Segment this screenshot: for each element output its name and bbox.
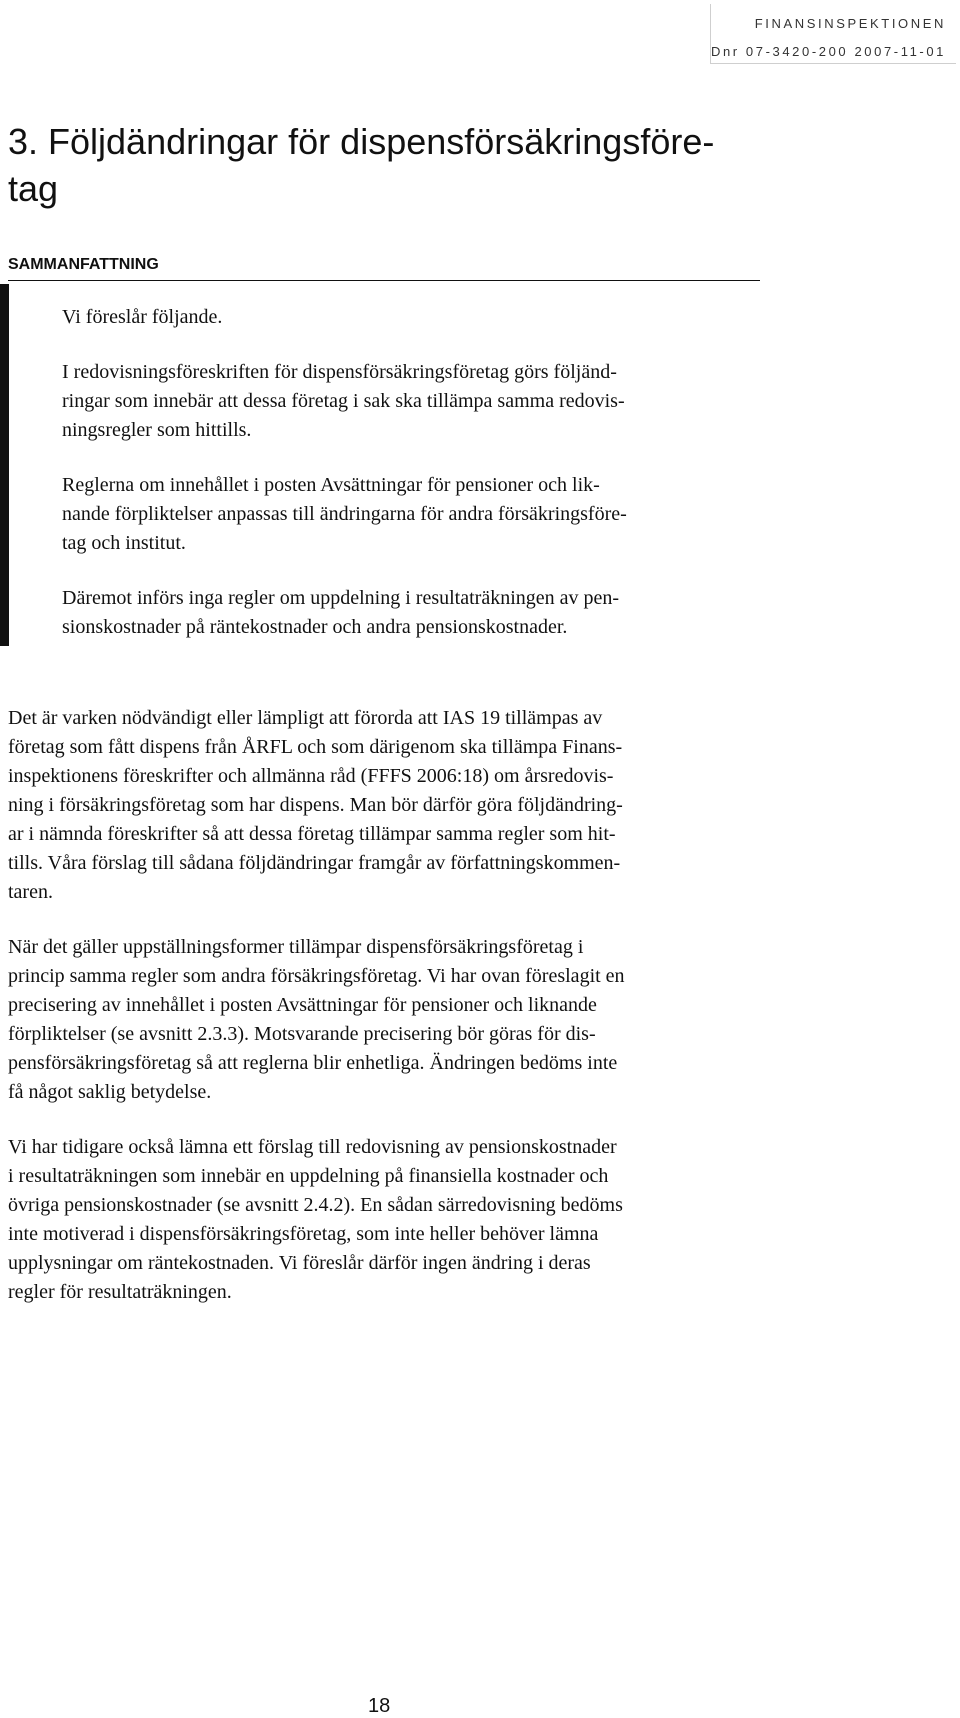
heading-line: 3. Följdändringar för dispensförsäkringsföre- [8,121,715,162]
summary-line: nande förpliktelser anpassas till ändringarna för andra försäkringsföre- [62,503,627,525]
summary-line: Däremot införs inga regler om uppdelning i resultaträkningen av pen- [62,587,620,609]
body-line: taren. [8,881,53,903]
heading-line: tag [8,168,59,209]
body-line: övriga pensionskostnader (se avsnitt 2.4.2). En sådan särredovisning bedöms [8,1194,623,1216]
page-number: 18 [368,1695,391,1717]
body-line: När det gäller uppställningsformer tillämpar dispensförsäkringsföretag i [8,936,584,958]
document-header [710,4,956,64]
summary-side-bar [0,284,9,646]
body-line: precisering av innehållet i posten Avsättningar för pensioner och liknande [8,994,597,1016]
summary-line: tag och institut. [62,532,186,554]
body-line: upplysningar om räntekostnaden. Vi föreslår därför ingen ändring i deras [8,1252,591,1274]
body-line: i resultaträkningen som innebär en uppdelning på finansiella kostnader och [8,1165,609,1187]
section-heading [8,118,768,212]
body-line: regler för resultaträkningen. [8,1281,232,1303]
summary-label: SAMMANFATTNING [8,256,159,273]
body-line: företag som fått dispens från ÅRFL och som därigenom ska tillämpa Finans- [8,736,623,758]
document-number: Dnr 07-3420-200 2007-11-01 [710,44,946,59]
summary-line: ningsregler som hittills. [62,419,252,441]
body-line: princip samma regler som andra försäkringsföretag. Vi har ovan föreslagit en [8,965,625,987]
summary-line: sionskostnader på räntekostnader och andra pensionskostnader. [62,616,568,638]
body-line: förpliktelser (se avsnitt 2.3.3). Motsvarande precisering bör göras för dis- [8,1023,596,1045]
body-line: få något saklig betydelse. [8,1081,212,1103]
organization-name: FINANSINSPEKTIONEN [754,16,946,31]
summary-line: Reglerna om innehållet i posten Avsättningar för pensioner och lik- [62,474,600,496]
body-line: inte motiverad i dispensförsäkringsföretag, som inte heller behöver lämna [8,1223,599,1245]
body-line: ning i försäkringsföretag som har dispens. Man bör därför göra följdändring- [8,794,623,816]
summary-line: I redovisningsföreskriften för dispensförsäkringsföretag görs följänd- [62,361,617,383]
body-line: Vi har tidigare också lämna ett förslag till redovisning av pensionskostnader [8,1136,617,1158]
summary-divider [8,280,760,281]
body-line: Det är varken nödvändigt eller lämpligt att förorda att IAS 19 tillämpas av [8,707,603,729]
summary-line: ringar som innebär att dessa företag i sak ska tillämpa samma redovis- [62,390,625,412]
body-line: pensförsäkringsföretag så att reglerna blir enhetliga. Ändringen bedöms inte [8,1052,618,1074]
body-line: inspektionens föreskrifter och allmänna råd (FFFS 2006:18) om årsredovis- [8,765,614,787]
body-line: tills. Våra förslag till sådana följdändringar framgår av författningskommen- [8,852,621,874]
body-line: ar i nämnda föreskrifter så att dessa företag tillämpar samma regler som hit- [8,823,616,845]
summary-line: Vi föreslår följande. [62,306,223,328]
